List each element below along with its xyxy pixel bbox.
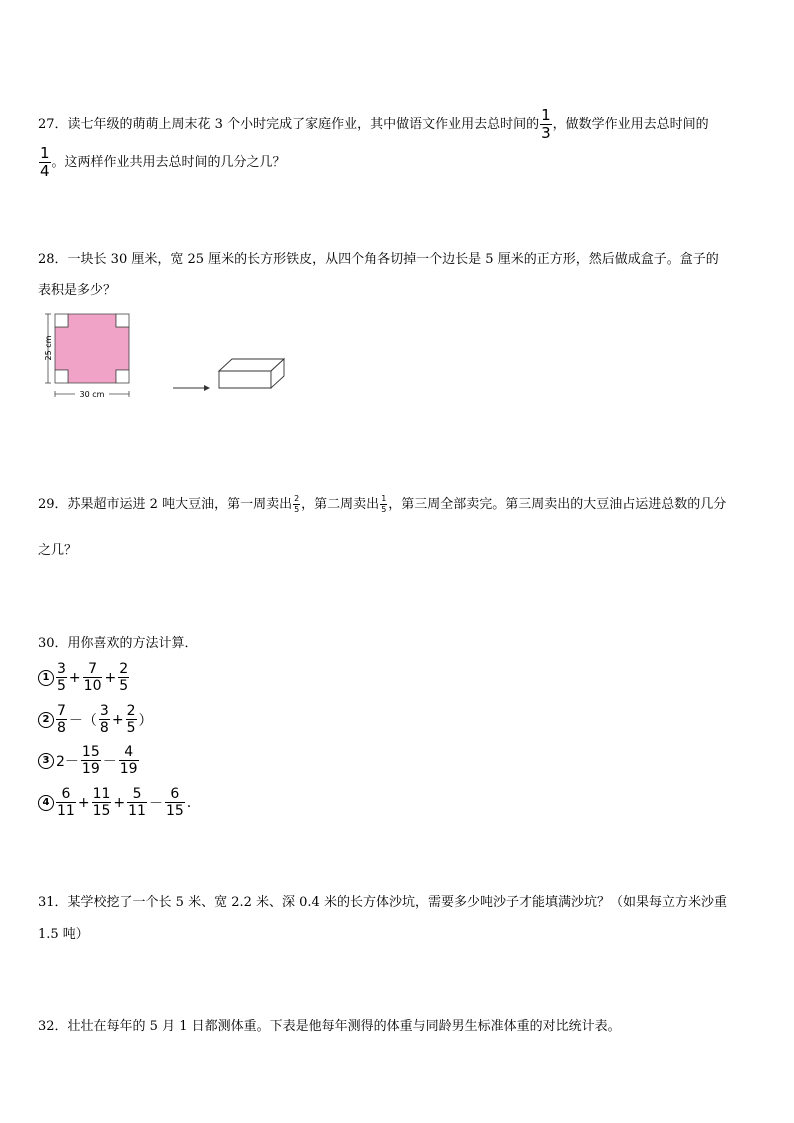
circled-number: 2 [38, 712, 54, 728]
q29-text-a: 29．苏果超市运进 2 吨大豆油，第一周卖出 [38, 497, 293, 512]
q27-line1 [38, 108, 709, 141]
corner-square [116, 370, 129, 383]
circled-number: 4 [38, 795, 54, 811]
fraction: $\frac{2}{5}$ [126, 703, 136, 736]
q29-text-c: ，第三周全部卖完。第三周卖出的大豆油占运进总数的几分 [388, 497, 727, 512]
q28-line1: 28．一块长 30 厘米，宽 25 厘米的长方形铁皮，从四个角各切掉一个边长是 5 厘米的正方形，然后做成盒子。盒子的 [38, 252, 719, 267]
q30-expression-1: 1 $\frac{3}{5}$ + $\frac{7}{10}$ + $\frac{2}{5}$ [38, 662, 130, 693]
height-label: 25 cm [44, 335, 53, 361]
fraction: $\frac{3}{8}$ [99, 703, 109, 736]
q31-line1: 31．某学校挖了一个长 5 米、宽 2.2 米、深 0.4 米的长方体沙坑，需要多少吨沙子才能填满沙坑？（如果每立方米沙重 [38, 895, 727, 910]
q30-expression-2: 2 $\frac{7}{8}$ －（ $\frac{3}{8}$ + $\frac{2}{5}$ ） [38, 704, 154, 735]
q27-text-c: 。这两样作业共用去总时间的几分之几？ [51, 155, 286, 170]
corner-square [55, 370, 68, 383]
q28-figure [38, 308, 298, 404]
q29-fraction-1: $\frac{2}{5}$ [294, 494, 300, 514]
q29-fraction-2: $\frac{1}{5}$ [381, 494, 387, 514]
q29-text-b: ，第二周卖出 [301, 497, 380, 512]
fraction: $\frac{6}{15}$ [165, 786, 184, 819]
q30-expression-4: 4 $\frac{6}{11}$ + $\frac{11}{15}$ + $\frac{5}{11}$ － $\frac{6}{15}$ . [38, 787, 192, 818]
arrow-head [204, 385, 210, 391]
fraction: $\frac{2}{5}$ [119, 661, 129, 694]
q27-fraction-1: $\frac{1}{3}$ [541, 106, 551, 142]
fraction: $\frac{7}{10}$ [83, 661, 102, 694]
fraction: $\frac{11}{15}$ [92, 786, 111, 819]
fraction: $\frac{6}{11}$ [57, 786, 75, 819]
q27-fraction-2: $\frac{1}{4}$ [40, 144, 50, 180]
q28-line2: 表积是多少？ [38, 283, 117, 298]
fraction: $\frac{3}{5}$ [57, 661, 66, 694]
q29-line1 [38, 495, 726, 514]
fraction: $\frac{4}{19}$ [119, 744, 138, 777]
sheet-diagram [38, 308, 298, 404]
q29-line2: 之几？ [38, 543, 78, 558]
q27-line2 [38, 146, 286, 179]
q31-line2: 1.5 吨） [38, 927, 89, 942]
corner-square [116, 314, 129, 327]
q30-expression-3: 3 2－ $\frac{15}{19}$ － $\frac{4}{19}$ [38, 745, 140, 776]
fraction: $\frac{5}{11}$ [128, 786, 146, 819]
q32-line1: 32．壮壮在每年的 5 月 1 日都测体重。下表是他每年测得的体重与同龄男生标准体重的对比统计表。 [38, 1019, 621, 1034]
circled-number: 3 [38, 753, 54, 769]
circled-number: 1 [38, 670, 54, 686]
q27-text-a: 27．读七年级的萌萌上周末花 3 个小时完成了家庭作业，其中做语文作业用去总时间的 [38, 117, 540, 132]
q30-title: 30．用你喜欢的方法计算． [38, 636, 198, 651]
corner-square [55, 314, 68, 327]
q27-text-b: ，做数学作业用去总时间的 [552, 117, 709, 132]
fraction: $\frac{7}{8}$ [57, 703, 66, 736]
fraction: $\frac{15}{19}$ [81, 744, 100, 777]
width-label: 30 cm [79, 390, 105, 399]
box-front [219, 371, 271, 388]
